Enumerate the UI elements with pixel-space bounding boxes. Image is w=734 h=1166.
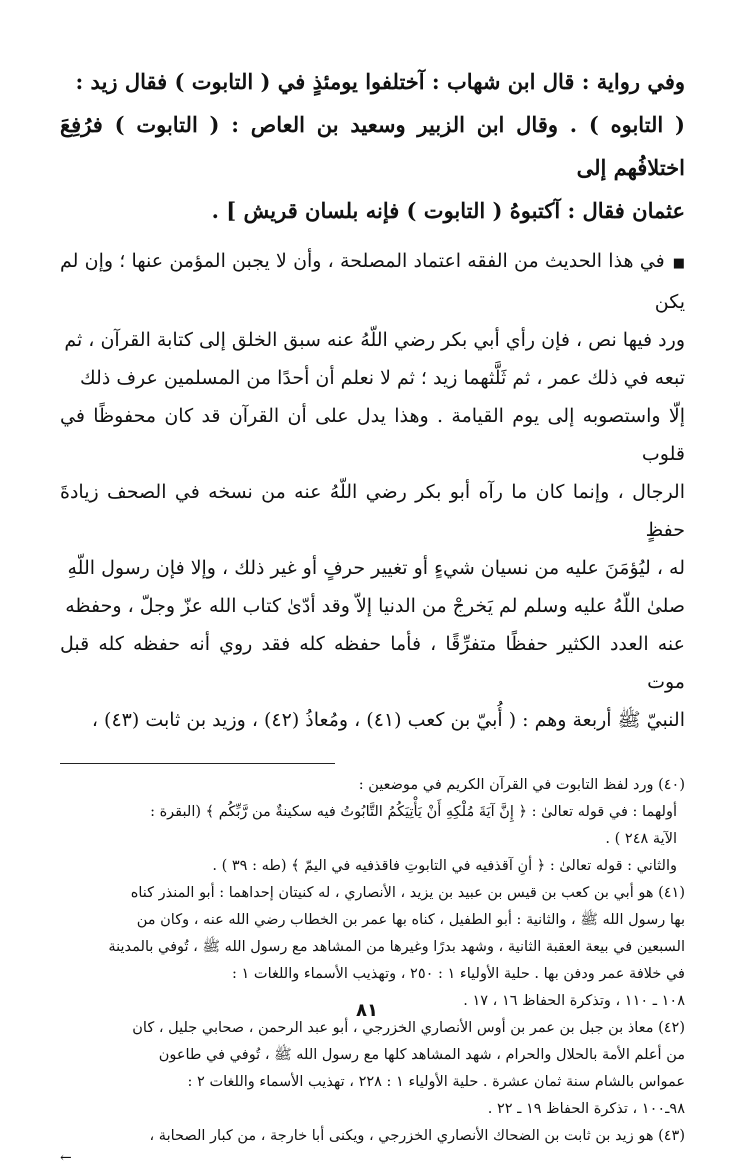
bullet-icon: ■ [672, 256, 685, 271]
intro-line: ( التابوه ) . وقال ابن الزبير وسعيد بن العاص : ( التابوت ) فرُفِعَ اختلافُهم إلى [60, 112, 685, 180]
commentary-line: صلىٰ اللّهُ عليه وسلم لم يَخرجْ من الدنيا إلاّ وقد أدّىٰ كتاب الله عزّ وجلّ ، وحفظه [65, 595, 685, 617]
footnote-line: ٩٨ـ١٠٠ ، تذكرة الحفاظ ١٩ ـ ٢٢ . [487, 1101, 685, 1117]
commentary-line: ورد فيها نص ، فإن رأي أبي بكر رضي اللّهُ عنه سبق الخلق إلى كتابة القرآن ، ثم [64, 329, 685, 351]
footnote-line: بها رسول الله ﷺ ، والثانية : أبو الطفيل ، كناه بها عمر بن الخطاب رضي الله عنه ، وكان من [136, 912, 685, 928]
intro-line: عثمان فقال : آكتبوهُ ( التابوت ) فإنه بلسان قريش ] . [211, 198, 685, 223]
commentary-line: تبعه في ذلك عمر ، ثم ثَلَّثهما زيد ؛ ثم لا نعلم أن أحدًا من المسلمين عرف ذلك [80, 367, 685, 389]
footnotes [60, 772, 685, 1166]
footnote-line: من أعلم الأمة بالحلال والحرام ، شهد المشاهد كلها مع رسول الله ﷺ ، تُوفي في طاعون [158, 1047, 685, 1063]
commentary-line: إلّا واستصوبه إلى يوم القيامة . وهذا يدل على أن القرآن قد كان محفوظًا في قلوب [60, 405, 685, 465]
hadith-intro [60, 60, 685, 232]
intro-line: وفي رواية : قال ابن شهاب : آختلفوا يومئذٍ في ( التابوت ) فقال زيد : [75, 69, 685, 94]
footnote-41 [60, 880, 685, 1015]
footnote-line: (٤٣) هو زيد بن ثابت بن الضحاك الأنصاري الخزرجي ، ويكنى أبا خارجة ، من كبار الصحابة ، [149, 1128, 685, 1144]
commentary [60, 242, 685, 739]
footnote-line: (٤٠) ورد لفظ التابوت في القرآن الكريم في موضعين : [358, 777, 685, 793]
footnote-42 [60, 1015, 685, 1123]
footnote-line: والثاني : قوله تعالىٰ : ﴿ أنِ آقذفيه في التابوتِ فاقذفيه في اليمّ ﴾ (طه : ٣٩ ) . [212, 858, 677, 874]
commentary-line: الرجال ، وإنما كان ما رآه أبو بكر رضي اللّهُ عنه من نسخه في الصحف زيادةَ حفظٍ [60, 481, 685, 541]
footnote-line: أولهما : في قوله تعالىٰ : ﴿ إِنَّ آيَةَ مُلْكِهِ أَنْ يَأْتِيَكُمُ التَّابُوتُ فيه سكينةٌ من رَّبِّكُم ﴾ (البقرة : [150, 804, 677, 820]
footnote-line: الآية ٢٤٨ ) . [605, 831, 677, 847]
commentary-line: عنه العدد الكثير حفظًا متفرِّقًا ، فأما حفظه كله فقد روي أنه حفظه كله قبل موت [60, 633, 685, 693]
commentary-line: له ، ليُؤمَنَ عليه من نسيان شيءٍ أو تغيير حرفٍ أو غير ذلك ، وإلا فإن رسول اللّهِ [67, 557, 685, 579]
footnote-line: في خلافة عمر ودفن بها . حلية الأولياء ١ : ٢٥٠ ، وتهذيب الأسماء واللغات ١ : [232, 966, 685, 982]
footnote-43 [60, 1123, 685, 1150]
footnote-line: (٤٢) معاذ بن جبل بن عمر بن أوس الأنصاري الخزرجي ، أبو عبد الرحمن ، صحابي جليل ، كان [132, 1020, 685, 1036]
footnote-line: السبعين في بيعة العقبة الثانية ، وشهد بدرًا وغيرها من المشاهد مع رسول الله ﷺ ، تُوفي بالمدينة [108, 939, 685, 955]
continue-arrow-icon: ← [60, 1150, 72, 1166]
page-number: ٨١ [356, 1000, 378, 1021]
footnote-40 [60, 772, 685, 880]
footnote-line: عمواس بالشام سنة ثمان عشرة . حلية الأولياء ١ : ٢٢٨ ، تهذيب الأسماء واللغات ٢ : [187, 1074, 685, 1090]
footnote-line: ١٠٨ ـ ١١٠ ، وتذكرة الحفاظ ١٦ ، ١٧ . [463, 993, 685, 1009]
commentary-text: في هذا الحديث من الفقه اعتماد المصلحة ، وأن لا يجبن المؤمن عنها ؛ وإن لم يكن [60, 250, 685, 313]
commentary-line [60, 242, 685, 321]
footnote-divider [60, 763, 335, 764]
commentary-line: النبيّ ﷺ أربعة وهم : ( أُبيّ بن كعب (٤١) ، ومُعاذُ (٤٢) ، وزيد بن ثابت (٤٣) ، [91, 709, 685, 731]
footnote-line: (٤١) هو أبي بن كعب بن قيس بن عبيد بن يزيد ، الأنصاري ، له كنيتان إحداهما : أبو المنذر كناه [130, 885, 685, 901]
